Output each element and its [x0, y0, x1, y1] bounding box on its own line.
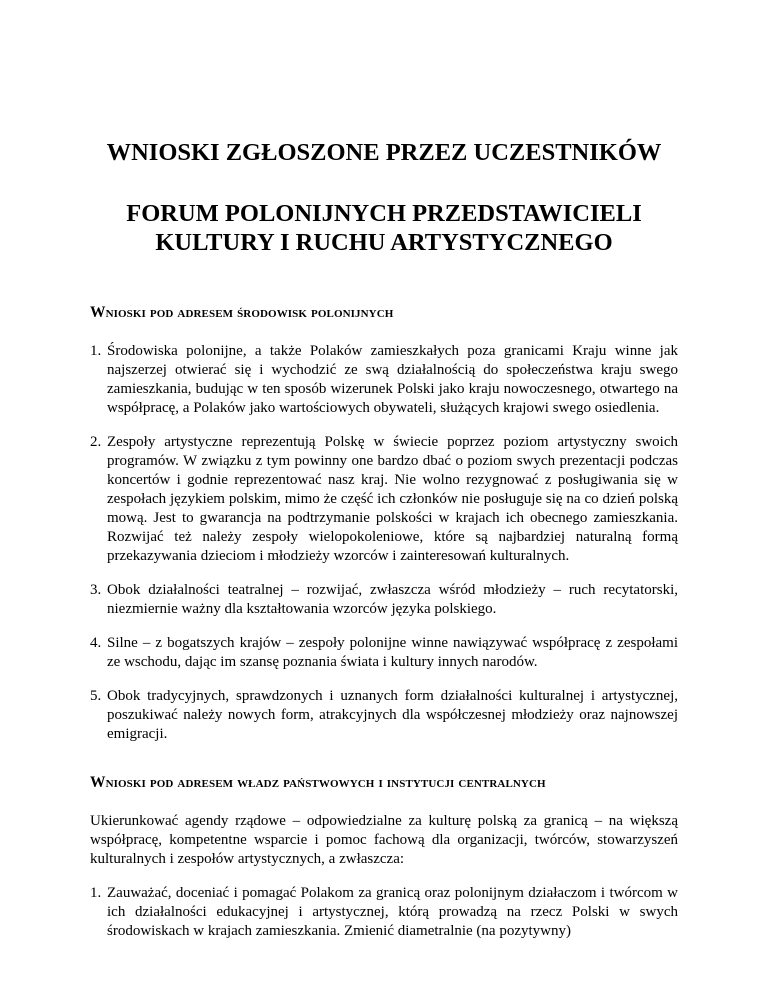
proposals-list-state — [90, 884, 678, 941]
document-subtitle-line2: KULTURY I RUCHU ARTYSTYCZNEGO — [155, 229, 613, 256]
list-item — [90, 342, 678, 418]
list-item-number: 2. — [90, 434, 102, 450]
list-item — [90, 884, 678, 941]
list-item-number: 5. — [90, 688, 102, 704]
list-item-number: 1. — [90, 343, 102, 359]
list-item-text: Zespoły artystyczne reprezentują Polskę w świecie poprzez poziom artystyczny swoich programów. W związku z tym powinny one bardzo dbać o poziom swych prezentacji podczas koncertów i godnie reprezentować nasz kraj. Nie wolno rezygnować z posługiwania się w zespołach językiem polskim, mimo że część ich członków nie posługuje się na co dzień polską mową. Jest to gwarancja na podtrzymanie polskości w krajach ich obecnego zamieszkania. Rozwijać też należy zespoły wielopokoleniowe, które są najbardziej naturalną formą przekazywania dzieciom i młodzieży wzorców i zainteresowań kulturalnych. — [107, 434, 678, 564]
section-local-communities — [90, 304, 678, 744]
document-title: WNIOSKI ZGŁOSZONE PRZEZ UCZESTNIKÓW — [106, 139, 662, 166]
list-item-number: 1. — [90, 885, 102, 901]
document-subtitle-line1: FORUM POLONIJNYCH PRZEDSTAWICIELI — [126, 200, 642, 227]
list-item-text: Obok tradycyjnych, sprawdzonych i uznanych form działalności kulturalnej i artystycznej, poszukiwać należy nowych form, atrakcyjnych dla współczesnej młodzieży oraz najnowszej emigracji. — [107, 688, 678, 742]
list-item — [90, 433, 678, 566]
list-item-number: 3. — [90, 582, 102, 598]
list-item — [90, 581, 678, 619]
list-item-text: Środowiska polonijne, a także Polaków zamieszkałych poza granicami Kraju winne jak najszerzej otwierać się i wychodzić ze swą działalnością do społeczeństwa kraju swego zamieszkania, budując w ten sposób wizerunek Polski jako kraju nowoczesnego, otwartego na współpracę, a Polaków jako wartościowych obywateli, służących krajowi swego osiedlenia. — [107, 343, 678, 416]
section-state-authorities — [90, 774, 678, 941]
document-page — [90, 138, 678, 956]
list-item-text: Silne – z bogatszych krajów – zespoły polonijne winne nawiązywać współpracę z zespołami ze wschodu, dając im szansę poznania świata i kultury innych narodów. — [107, 635, 678, 670]
list-item — [90, 634, 678, 672]
list-item-text: Zauważać, doceniać i pomagać Polakom za granicą oraz polonijnym działaczom i twórcom w ich działalności edukacyjnej i artystycznej, którą prowadzą na rzecz Polski w swych środowiskach w krajach zamieszkania. Zmienić diametralnie (na pozytywny) — [107, 885, 678, 939]
list-item-number: 4. — [90, 635, 102, 651]
list-item-text: Obok działalności teatralnej – rozwijać, zwłaszcza wśród młodzieży – ruch recytatorski, niezmiernie ważny dla kształtowania wzorców języka polskiego. — [107, 582, 678, 617]
section-heading-state: Wnioski pod adresem władz państwowych i instytucji centralnych — [90, 774, 546, 791]
section-intro-paragraph: Ukierunkować agendy rządowe – odpowiedzialne za kulturę polską za granicą – na większą współpracę, kompetentne wsparcie i pomoc fachową dla organizacji, twórców, stowarzyszeń kulturalnych i zespołów artystycznych, a zwłaszcza: — [90, 813, 678, 867]
list-item — [90, 687, 678, 744]
proposals-list-local — [90, 342, 678, 744]
section-heading-local: Wnioski pod adresem środowisk polonijnych — [90, 304, 394, 321]
